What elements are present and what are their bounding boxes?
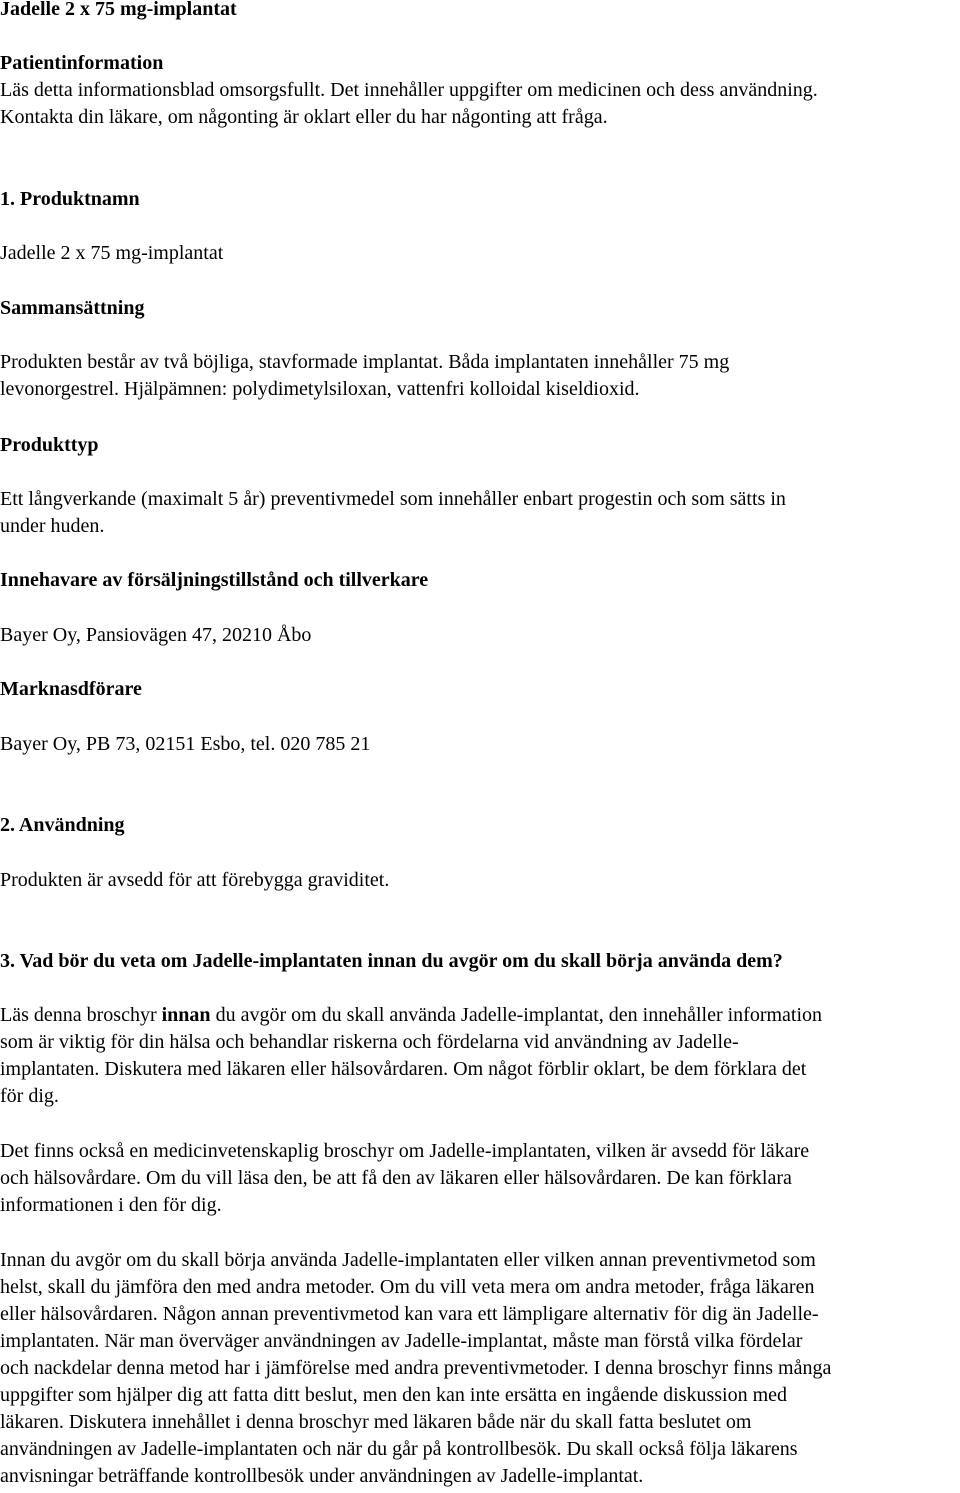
patient-info-line: Kontakta din läkare, om någonting är oklart eller du har någonting att fråga.: [0, 106, 608, 128]
section-3-paragraph-line: uppgifter som hjälper dig att fatta ditt beslut, men den kan inte ersätta en ingående diskussion med: [0, 1384, 788, 1406]
product-type-text: under huden.: [0, 515, 105, 537]
text-run: du avgör om du skall använda Jadelle-implantat, den innehåller information: [210, 1004, 823, 1026]
holder-heading: Innehavare av försäljningstillstånd och tillverkare: [0, 569, 429, 591]
composition-text: levonorgestrel. Hjälpämnen: polydimetylsiloxan, vattenfri kolloidal kiseldioxid.: [0, 378, 640, 400]
patient-info-line: Läs detta informationsblad omsorgsfullt. Det innehåller uppgifter om medicinen och dess användning.: [0, 79, 818, 101]
section-3-paragraph-line: och hälsovårdare. Om du vill läsa den, be att få den av läkaren eller hälsovårdaren. De kan förklara: [0, 1167, 792, 1189]
section-3-paragraph-line: och nackdelar denna metod har i jämförelse med andra preventivmetoder. I denna broschyr finns många: [0, 1357, 832, 1379]
section-3-paragraph-line: anvisningar beträffande kontrollbesök under användningen av Jadelle-implantat.: [0, 1465, 644, 1487]
product-name: Jadelle 2 x 75 mg-implantat: [0, 242, 224, 264]
composition-heading: Sammansättning: [0, 297, 145, 319]
section-3-paragraph-line: implantaten. När man överväger användningen av Jadelle-implantat, måste man förstå vilka fördelar: [0, 1330, 803, 1352]
product-type-heading: Produkttyp: [0, 434, 99, 456]
patient-info-heading: Patientinformation: [0, 52, 164, 74]
section-3-paragraph-line: implantaten. Diskutera med läkaren eller hälsovårdaren. Om något förblir oklart, be dem förklara det: [0, 1058, 807, 1080]
section-3-paragraph-line: informationen i den för dig.: [0, 1194, 222, 1216]
composition-text: Produkten består av två böjliga, stavformade implantat. Båda implantaten innehåller 75 mg: [0, 351, 730, 373]
emphasis-innan: innan: [161, 1004, 211, 1026]
product-type-text: Ett långverkande (maximalt 5 år) preventivmedel som innehåller enbart progestin och som sätts in: [0, 488, 786, 510]
section-3-paragraph-line: för dig.: [0, 1085, 59, 1107]
section-3-paragraph-line: eller hälsovårdaren. Någon annan preventivmetod kan vara ett lämpligare alternativ för dig än Jadelle-: [0, 1303, 819, 1325]
section-3-paragraph-line: som är viktig för din hälsa och behandlar riskerna och fördelarna vid användning av Jadelle-: [0, 1031, 739, 1053]
document-title: Jadelle 2 x 75 mg-implantat: [0, 0, 237, 20]
section-3-paragraph-line: [0, 1002, 822, 1029]
section-3-paragraph-line: användningen av Jadelle-implantaten och när du går på kontrollbesök. Du skall också följa läkarens: [0, 1438, 798, 1460]
section-3-paragraph-line: Det finns också en medicinvetenskaplig broschyr om Jadelle-implantaten, vilken är avsedd för läkare: [0, 1140, 810, 1162]
section-3-paragraph-line: Innan du avgör om du skall börja använda Jadelle-implantaten eller vilken annan preventivmetod som: [0, 1249, 816, 1271]
marketer-heading: Marknasdförare: [0, 678, 142, 700]
text-run: Läs denna broschyr: [0, 1004, 162, 1026]
section-1-heading: 1. Produktnamn: [0, 188, 140, 210]
usage-text: Produkten är avsedd för att förebygga graviditet.: [0, 869, 390, 891]
section-3-paragraph-line: läkaren. Diskutera innehållet i denna broschyr med läkaren både när du skall fatta beslutet om: [0, 1411, 752, 1433]
section-2-heading: 2. Användning: [0, 814, 125, 836]
section-3-paragraph-line: helst, skall du jämföra den med andra metoder. Om du vill veta mera om andra metoder, fråga läkaren: [0, 1276, 815, 1298]
holder-address: Bayer Oy, Pansiovägen 47, 20210 Åbo: [0, 624, 312, 646]
marketer-address: Bayer Oy, PB 73, 02151 Esbo, tel. 020 785 21: [0, 733, 371, 755]
section-3-heading: 3. Vad bör du veta om Jadelle-implantaten innan du avgör om du skall börja använda dem?: [0, 950, 783, 972]
